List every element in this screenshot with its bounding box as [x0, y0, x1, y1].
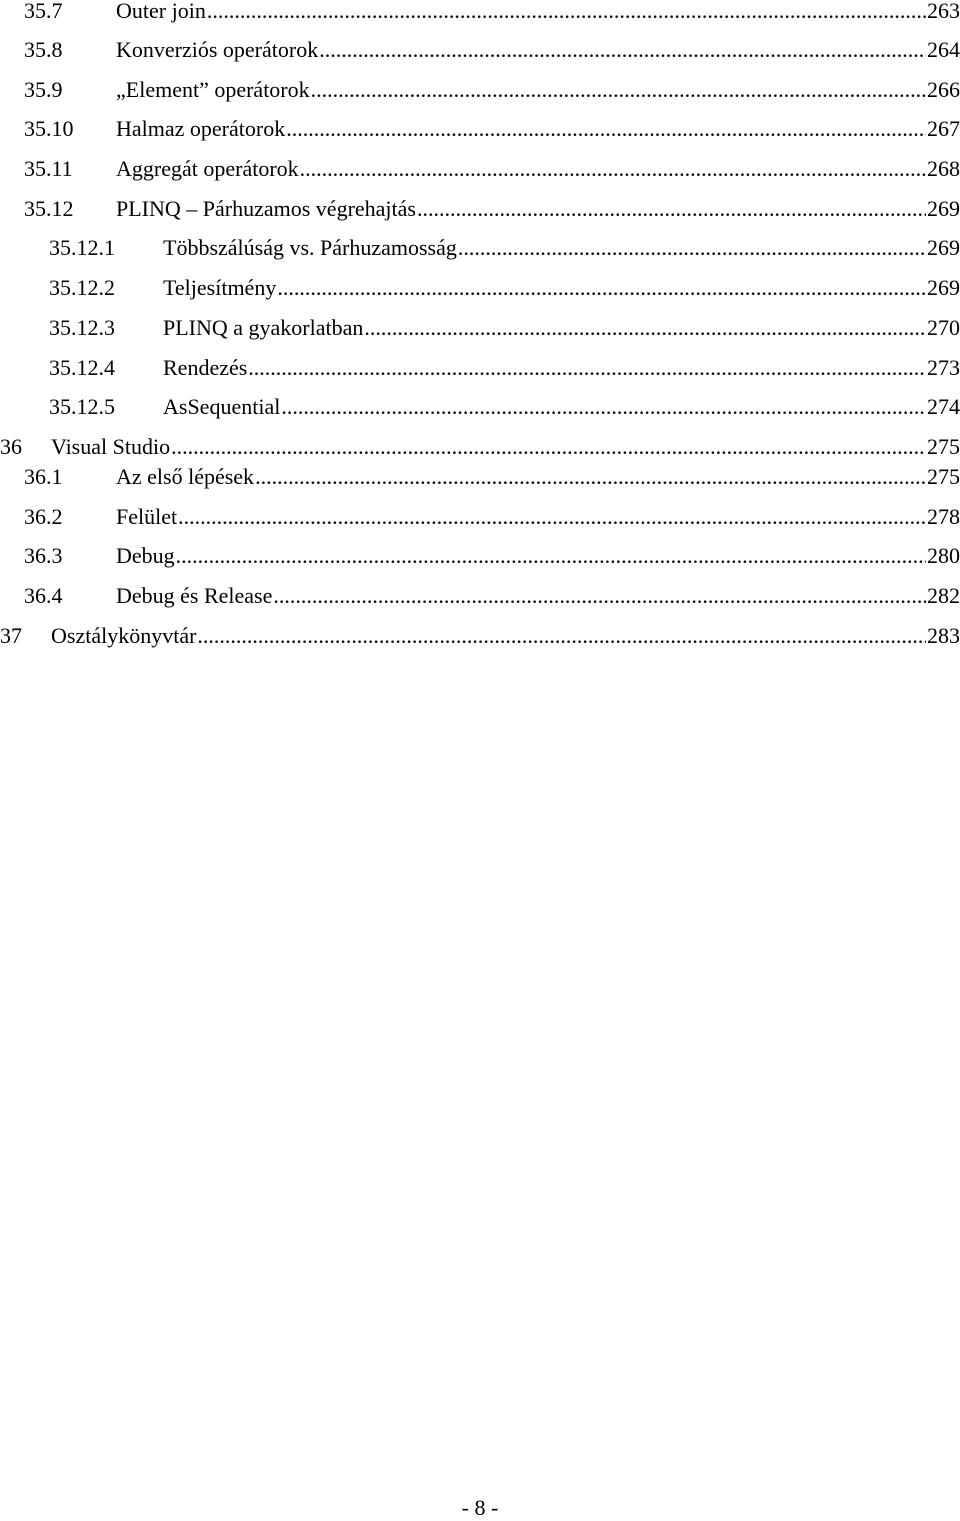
toc-title: Konverziós operátorok — [116, 37, 319, 62]
page-number-footer: - 8 - — [461, 1495, 499, 1520]
toc-entry[interactable] — [49, 313, 960, 343]
toc-title: Többszálúság vs. Párhuzamosság — [163, 235, 457, 260]
toc-leader-dots — [319, 35, 926, 65]
toc-title: Az első lépések — [116, 464, 255, 489]
toc-entry[interactable] — [24, 462, 960, 492]
toc-leader-dots — [458, 233, 926, 263]
toc-title: Rendezés — [163, 355, 248, 380]
toc-entry[interactable] — [24, 194, 960, 224]
toc-page-number: 283 — [927, 623, 960, 648]
toc-title: Aggregát operátorok — [116, 156, 299, 181]
toc-page-number: 266 — [927, 77, 960, 102]
toc-leader-dots — [300, 154, 926, 184]
toc-number: 36.4 — [24, 583, 63, 608]
toc-number: 35.12.2 — [49, 275, 115, 300]
toc-page-number: 282 — [927, 583, 960, 608]
toc-entry[interactable] — [0, 432, 960, 462]
toc-entry[interactable] — [0, 621, 960, 651]
toc-page-number: 269 — [927, 235, 960, 260]
toc-leader-dots — [197, 621, 926, 651]
toc-entry[interactable] — [49, 392, 960, 422]
toc-number: 35.10 — [24, 116, 74, 141]
toc-entry[interactable] — [24, 35, 960, 65]
toc-page-number: 269 — [927, 196, 960, 221]
toc-entry[interactable] — [24, 0, 960, 26]
toc-page-number: 274 — [927, 394, 960, 419]
toc-leader-dots — [277, 273, 926, 303]
toc-title: „Element” operátorok — [116, 77, 310, 102]
toc-leader-dots — [207, 0, 926, 26]
toc-number: 35.12.5 — [49, 394, 115, 419]
toc-page-number: 267 — [927, 116, 960, 141]
toc-leader-dots — [171, 432, 926, 462]
toc-title: Visual Studio — [51, 434, 171, 459]
toc-number: 36.3 — [24, 543, 63, 568]
toc-page-number: 275 — [927, 434, 960, 459]
toc-title: Halmaz operátorok — [116, 116, 286, 141]
toc-page-number: 264 — [927, 37, 960, 62]
toc-number: 35.12.3 — [49, 315, 115, 340]
toc-page-number: 280 — [927, 543, 960, 568]
toc-leader-dots — [286, 114, 926, 144]
toc-leader-dots — [178, 502, 926, 532]
toc-entry[interactable] — [24, 541, 960, 571]
toc-title: Teljesítmény — [163, 275, 277, 300]
toc-leader-dots — [417, 194, 926, 224]
toc-page-number: 270 — [927, 315, 960, 340]
toc-entry[interactable] — [49, 233, 960, 263]
toc-number: 36.2 — [24, 504, 63, 529]
toc-number: 35.12 — [24, 196, 74, 221]
toc-title: Osztálykönyvtár — [51, 623, 197, 648]
toc-title: AsSequential — [163, 394, 281, 419]
toc-title: Debug és Release — [116, 583, 273, 608]
toc-page-number: 275 — [927, 464, 960, 489]
toc-page-number: 263 — [927, 0, 960, 23]
toc-title: Felület — [116, 504, 178, 529]
toc-leader-dots — [311, 75, 926, 105]
toc-page-number: 278 — [927, 504, 960, 529]
toc-entry[interactable] — [49, 353, 960, 383]
toc-number: 35.8 — [24, 37, 63, 62]
toc-leader-dots — [273, 581, 926, 611]
toc-title: PLINQ – Párhuzamos végrehajtás — [116, 196, 416, 221]
toc-number: 37 — [0, 623, 22, 648]
toc-leader-dots — [248, 353, 926, 383]
toc-page-number: 268 — [927, 156, 960, 181]
toc-title: Debug — [116, 543, 175, 568]
toc-leader-dots — [176, 541, 926, 571]
toc-leader-dots — [364, 313, 926, 343]
toc-number: 36.1 — [24, 464, 63, 489]
toc-leader-dots — [281, 392, 926, 422]
toc-title: Outer join — [116, 0, 206, 23]
toc-number: 35.7 — [24, 0, 63, 23]
toc-page-number: 269 — [927, 275, 960, 300]
toc-entry[interactable] — [24, 154, 960, 184]
toc-entry[interactable] — [24, 502, 960, 532]
toc-entry[interactable] — [24, 114, 960, 144]
toc-entry[interactable] — [24, 75, 960, 105]
toc-number: 35.11 — [24, 156, 73, 181]
toc-number: 35.12.4 — [49, 355, 115, 380]
toc-number: 35.12.1 — [49, 235, 115, 260]
toc-title: PLINQ a gyakorlatban — [163, 315, 364, 340]
toc-number: 35.9 — [24, 77, 63, 102]
toc-page-number: 273 — [927, 355, 960, 380]
toc-number: 36 — [0, 434, 22, 459]
toc-entry[interactable] — [49, 273, 960, 303]
toc-entry[interactable] — [24, 581, 960, 611]
toc-leader-dots — [255, 462, 926, 492]
